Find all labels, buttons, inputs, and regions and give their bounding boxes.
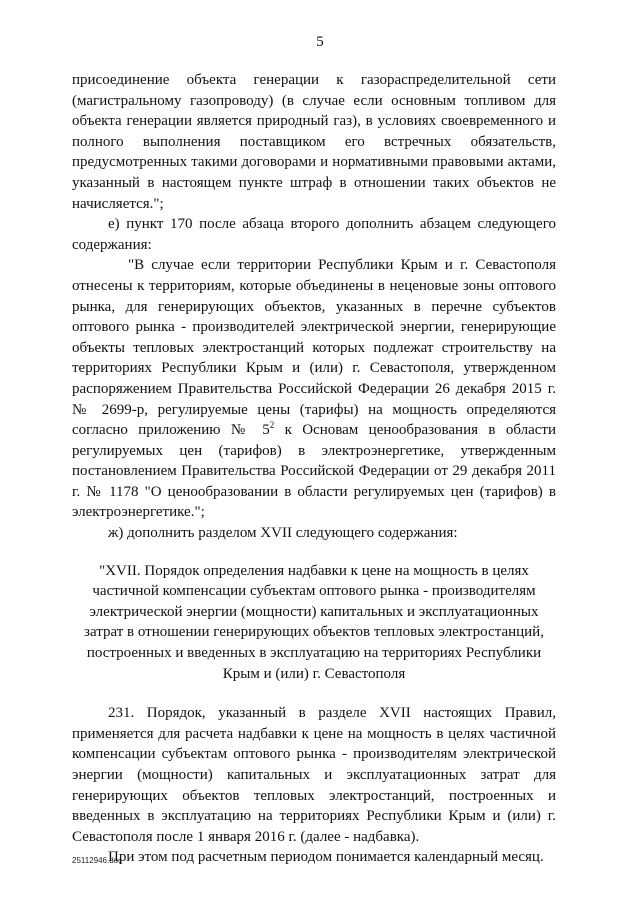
- quote-superscript: 2: [269, 420, 275, 431]
- quote-text-after: к Основам ценообразования в области регулируемых цен (тарифов) в электроэнергетике, утвержденным постановлением Правительства Российской Федерации от 29 декабря 2011 г. № 1178 "О ценообразовании в области регулируемых цен (тарифов) в электроэнергетике.";: [72, 422, 556, 521]
- quote-text-before: "В случае если территории Республики Крым и г. Севастополя отнесены к территориям, которые объединены в неценовые зоны оптового рынка, для генерирующих объектов, указанных в перечне субъектов оптового рынка - производителей электрической энергии, генерирующие объекты тепловых электростанций которых подлежат строительству на территориях Республики Крым и (или) г. Севастополя, утвержденном распоряжением Правительства Российской Федерации 26 декабря 2015 г. № 2699-р, регулируемые цены (тарифы) на мощность определяются согласно приложению № 5: [72, 257, 556, 439]
- paragraph-item-zh: ж) дополнить разделом XVII следующего содержания:: [108, 525, 458, 542]
- section-heading: "XVII. Порядок определения надбавки к цене на мощность в целях частичной компенсации субъектам оптового рынка - производителям электрической энергии (мощности) капитальных и эксплуатационных затрат в отношении генерирующих объектов тепловых электростанций, построенных и введенных в эксплуатацию на территориях Республики Крым и (или) г. Севастополя: [84, 562, 544, 682]
- document-body: [72, 70, 556, 868]
- quoted-paragraph: [72, 255, 556, 523]
- paragraph-period: При этом под расчетным периодом понимается календарный месяц.: [108, 849, 544, 866]
- paragraph-item-e: е) пункт 170 после абзаца второго дополнить абзацем следующего содержания:: [72, 216, 556, 253]
- paragraph-231: 231. Порядок, указанный в разделе XVII настоящих Правил, применяется для расчета надбавки к цене на мощность в целях частичной компенсации субъектам оптового рынка - производителям электрической энергии (мощности) капитальных и эксплуатационных затрат для генерирующих объектов тепловых электростанций, построенных и введенных в эксплуатацию на территориях Республики Крым и (или) г. Севастополя после 1 января 2016 г. (далее - надбавка).: [72, 705, 556, 845]
- page-number: 5: [316, 34, 324, 50]
- footer-filename: 25112946.doc: [72, 856, 123, 865]
- paragraph-continuation: присоединение объекта генерации к газораспределительной сети (магистральному газопроводу) (в случае если основным топливом для объекта генерации является природный газ), в условиях своевременного и полного выполнения поставщиком его встречных обязательств, предусмотренных такими договорами и нормативными правовыми актами, указанный в настоящем пункте штраф в отношении таких объектов не начисляется.";: [72, 72, 556, 212]
